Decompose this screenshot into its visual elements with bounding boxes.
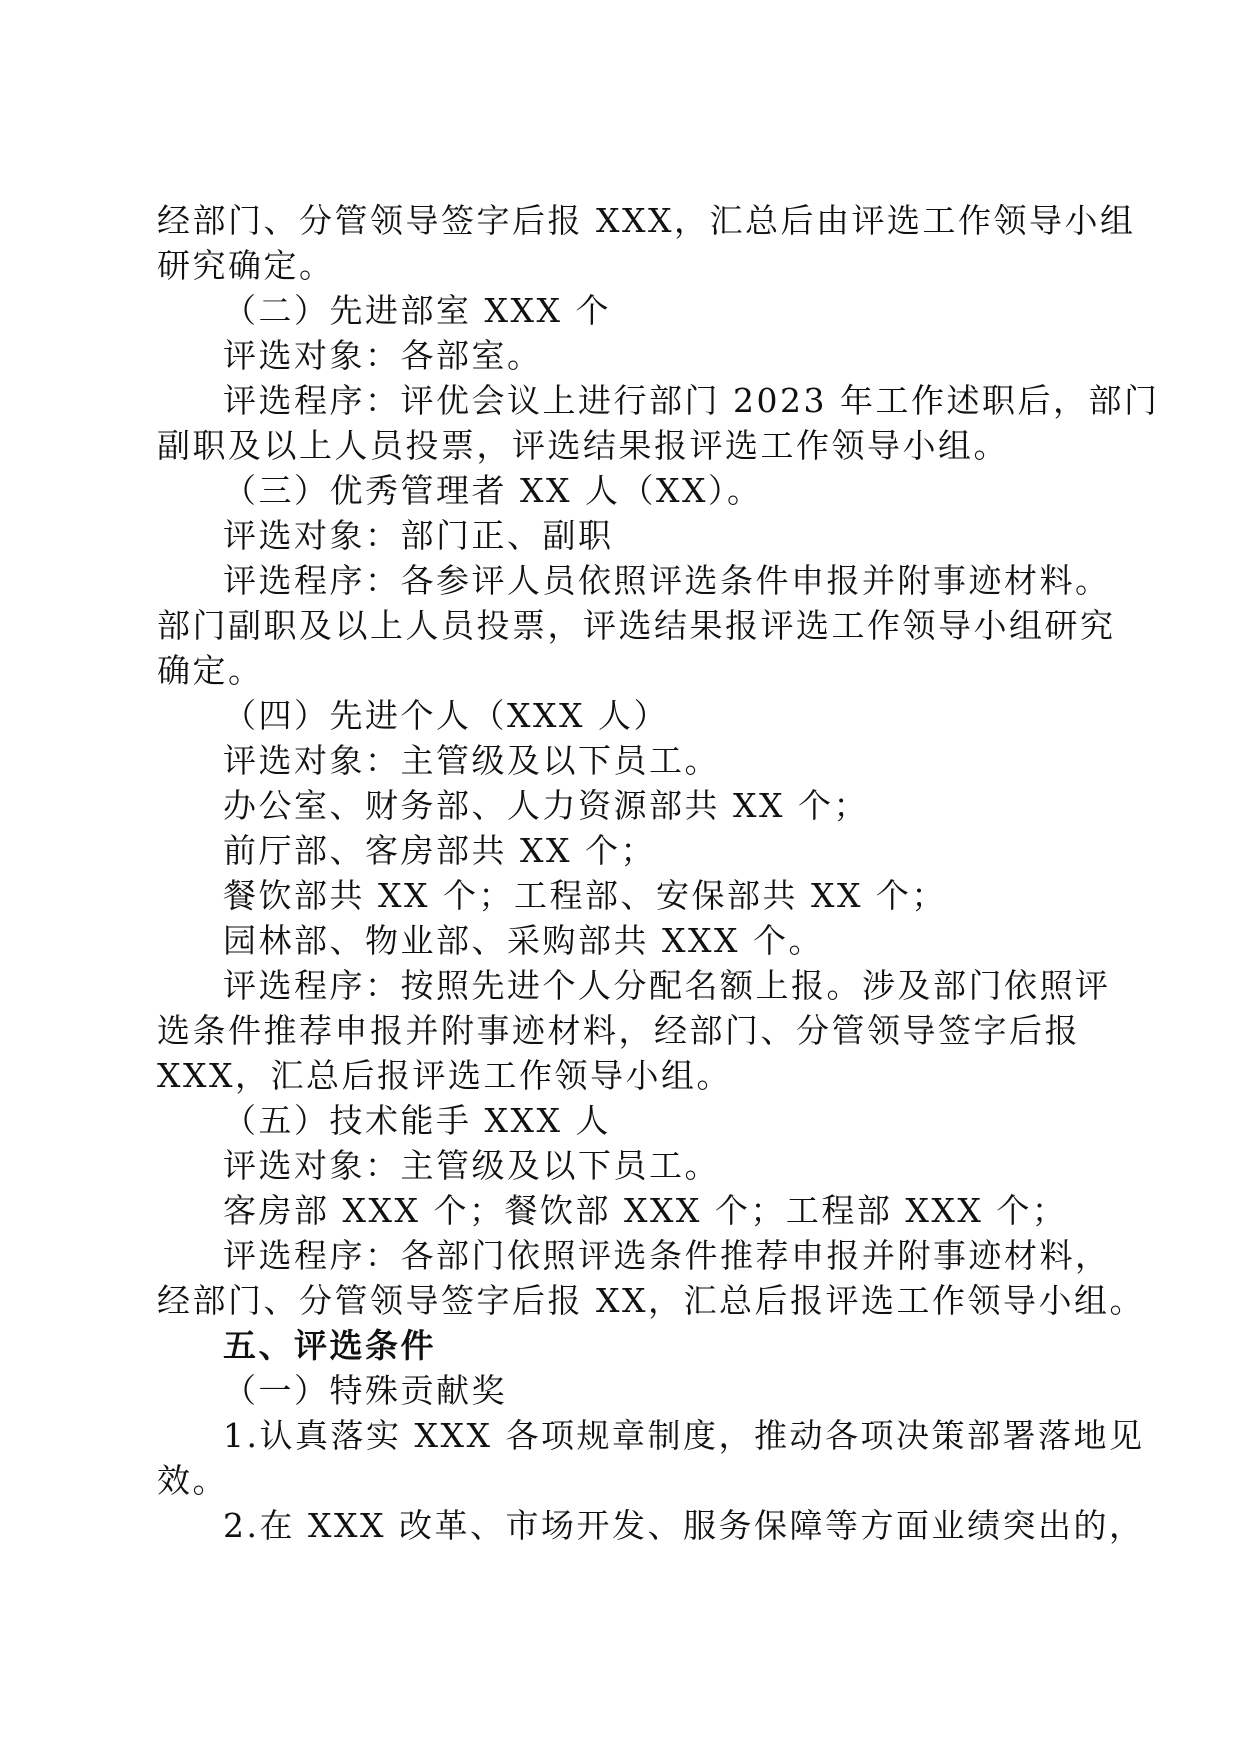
text-line: 副职及以上人员投票，评选结果报评选工作领导小组。	[157, 426, 1009, 465]
text-line: 评选程序：各参评人员依照评选条件申报并附事迹材料。	[223, 561, 1111, 600]
text-line: 经部门、分管领导签字后报 XX，汇总后报评选工作领导小组。	[157, 1281, 1145, 1320]
text-line: 评选对象：主管级及以下员工。	[223, 741, 720, 780]
text-line: 评选程序：评优会议上进行部门 2023 年工作述职后，部门	[223, 381, 1160, 420]
text-line: （三）优秀管理者 XX 人（XX）。	[223, 471, 763, 510]
text-line: 研究确定。	[157, 246, 335, 285]
text-line: 办公室、财务部、人力资源部共 XX 个；	[223, 786, 869, 825]
text-line: （五）技术能手 XXX 人	[223, 1101, 611, 1140]
section-heading: 五、评选条件	[223, 1326, 436, 1365]
text-line: 确定。	[157, 651, 264, 690]
text-line: 前厅部、客房部共 XX 个；	[223, 831, 656, 870]
text-line: 选条件推荐申报并附事迹材料，经部门、分管领导签字后报	[157, 1011, 1080, 1050]
text-line: 2.在 XXX 改革、市场开发、服务保障等方面业绩突出的，	[223, 1506, 1145, 1545]
text-line: XXX，汇总后报评选工作领导小组。	[157, 1056, 732, 1095]
text-line: （二）先进部室 XXX 个	[223, 291, 611, 330]
text-line: 园林部、物业部、采购部共 XXX 个。	[223, 921, 824, 960]
text-line: 经部门、分管领导签字后报 XXX，汇总后由评选工作领导小组	[157, 201, 1136, 240]
text-line: 评选程序：各部门依照评选条件推荐申报并附事迹材料，	[223, 1236, 1111, 1275]
text-line: 评选程序：按照先进个人分配名额上报。涉及部门依照评	[223, 966, 1111, 1005]
text-line: 评选对象：各部室。	[223, 336, 543, 375]
document-body	[157, 198, 1160, 1548]
text-line: 客房部 XXX 个；餐饮部 XXX 个；工程部 XXX 个；	[223, 1191, 1068, 1230]
text-line: 效。	[157, 1461, 228, 1500]
text-line: 部门副职及以上人员投票，评选结果报评选工作领导小组研究	[157, 606, 1116, 645]
text-line: 评选对象：部门正、副职	[223, 516, 614, 555]
text-line: （四）先进个人（XXX 人）	[223, 696, 669, 735]
text-line: （一）特殊贡献奖	[223, 1371, 507, 1410]
text-line: 1.认真落实 XXX 各项规章制度，推动各项决策部署落地见	[223, 1416, 1145, 1455]
text-line: 餐饮部共 XX 个；工程部、安保部共 XX 个；	[223, 876, 947, 915]
text-line: 评选对象：主管级及以下员工。	[223, 1146, 720, 1185]
